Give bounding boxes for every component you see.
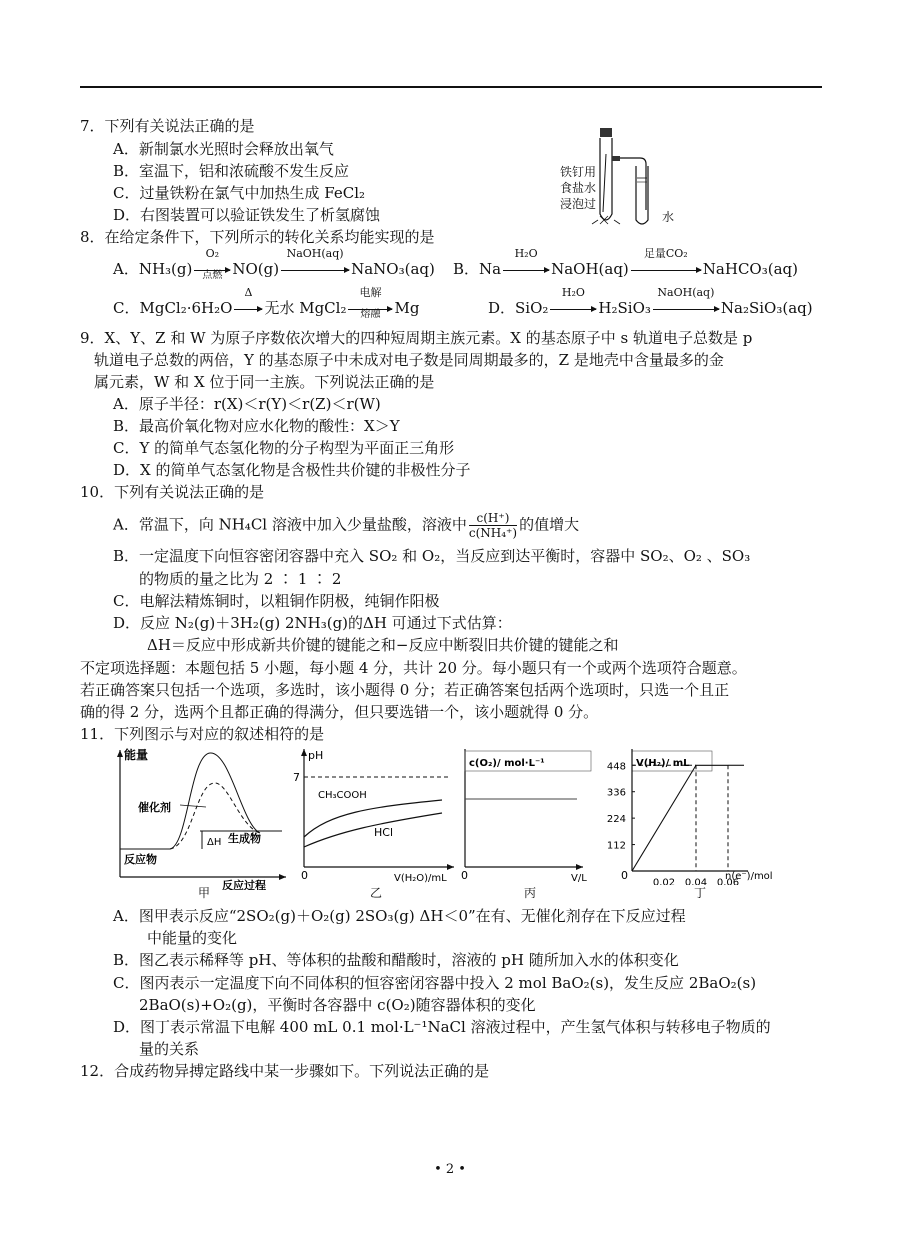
y-tick-label: 224 [606, 814, 626, 826]
q7-fig-label-left: 铁钉用 食盐水 浸泡过 [560, 165, 597, 211]
q9-stem-line2: 轨道电子总数的两倍，Y 的基态原子中未成对电子数是同周期最多的，Z 是地壳中含量最多的金 [94, 351, 724, 369]
q11-stem: 11．下列图示与对应的叙述相符的是 [80, 725, 325, 743]
q7-option-b: B．室温下，铝和浓硫酸不发生反应 [113, 162, 350, 180]
catalyst-pointer [180, 805, 206, 807]
ch3cooh-curve [304, 800, 442, 837]
fig-yi-ph-dilution [290, 745, 460, 885]
q8-stem: 8．在给定条件下，下列所示的转化关系均能实现的是 [80, 228, 435, 246]
fig-ding-xlabel: n(e⁻)/mol [725, 871, 773, 882]
q7-option-c: C．过量铁粉在氯气中加热生成 FeCl₂ [113, 184, 365, 202]
q9-stem-line1: 9．X、Y、Z 和 W 为原子序数依次增大的四种短周期主族元素。X 的基态原子中 s 轨道电子总数是 p [80, 329, 753, 347]
q11-option-c-line1: C．图丙表示一定温度下向不同体积的恒容密闭容器中投入 2 mol BaO₂(s)，发生反应 2BaO₂(s) [113, 974, 757, 992]
fig-bing-ylabel: c(O₂)/ mol·L⁻¹ [469, 758, 545, 769]
fig-ding-caption: 丁 [694, 886, 707, 900]
q11-option-b: B．图乙表示稀释等 pH、等体积的盐酸和醋酸时，溶液的 pH 随所加入水的体积变化 [113, 951, 679, 969]
fig-bing-concentration [455, 745, 605, 885]
q8-option-d: D．SiO₂ H₂O H₂SiO₃ NaOH(aq) Na₂SiO₃(aq) [488, 286, 813, 317]
iron-nail [603, 154, 606, 212]
q11-option-a-line1: A．图甲表示反应“2SO₂(g)＋O₂(g) 2SO₃(g) ΔH＜0”在有、无催化剂存在下反应过程 [113, 907, 686, 925]
q11-option-c-line2: 2BaO(s)+O₂(g)，平衡时各容器中 c(O₂)随容器体积的变化 [139, 996, 536, 1014]
q9-option-a: A．原子半径：r(X)＜r(Y)＜r(Z)＜r(W) [113, 395, 381, 413]
reaction-arrow: O₂ 点燃 [194, 259, 230, 279]
q7-fig-label-right: 水 [662, 210, 675, 224]
fig-yi-acid1: CH₃COOH [318, 790, 367, 801]
q10-option-b-line1: B．一定温度下向恒容密闭容器中充入 SO₂ 和 O₂，当反应到达平衡时，容器中 SO₂、O₂ 、SO₃ [113, 547, 751, 565]
q11-option-d-line2: 量的关系 [139, 1040, 200, 1058]
fig-jia-xlabel: 反应过程 [222, 879, 266, 890]
q8-option-a: A．NH₃(g) O₂ 点燃 NO(g) NaOH(aq) NaNO₃(aq) [113, 247, 435, 281]
concentration-ratio: $\frac{c(H^+)}{\text{c(NH₄⁺)}}$ [468, 511, 518, 540]
q10-stem: 10．下列有关说法正确的是 [80, 483, 265, 501]
fig-jia-reactant: 反应物 [124, 853, 157, 866]
q10-option-d-line1: D．反应 N₂(g)＋3H₂(g) 2NH₃(g)的ΔH 可通过下式估算： [113, 614, 512, 632]
fig-jia-caption: 甲 [198, 886, 211, 900]
fig-yi-caption: 乙 [370, 886, 383, 900]
fig-ding-ylabel: V(H₂)/ mL [636, 758, 690, 769]
page-number: • 2 • [434, 1162, 466, 1177]
fig-jia-energy-diagram [110, 745, 290, 890]
fig-ding-chart [598, 745, 820, 885]
fig-yi-xlabel: V(H₂O)/mL [394, 873, 447, 884]
fig-yi-acid2: HCl [374, 826, 394, 839]
reaction-arrow: NaOH(aq) [653, 298, 719, 318]
x-tick-label: 0.04 [684, 877, 708, 885]
q10-option-a: A．常温下，向 NH₄Cl 溶液中加入少量盐酸，溶液中 $\frac{c(H^+)}{\text{c(NH₄⁺)}}$ 的值增大 [113, 511, 580, 540]
x-tick-label: 0.02 [652, 877, 676, 885]
fig-jia-catalyst: 催化剂 [138, 801, 171, 814]
q7-stem: 7．下列有关说法正确的是 [80, 117, 255, 135]
reaction-arrow: Δ [234, 298, 262, 318]
fig-bing-caption: 丙 [524, 886, 537, 900]
fig-jia-dh: ΔH [207, 837, 222, 848]
fig-yi-tick7: 7 [293, 771, 300, 784]
reaction-arrow: H₂O [550, 298, 596, 318]
reaction-arrow: NaOH(aq) [281, 259, 349, 279]
delivery-tube [620, 158, 646, 210]
stopper [600, 128, 612, 137]
q8-option-c: C．MgCl₂·6H₂O Δ 无水 MgCl₂ 电解 熔融 Mg [113, 286, 420, 320]
y-tick-label: 112 [606, 840, 626, 852]
section-instructions-line2: 若正确答案只包括一个选项，多选时，该小题得 0 分；若正确答案包括两个选项时，只选一个且正 [80, 681, 730, 699]
y-tick-label: 336 [606, 787, 626, 799]
q7-option-d: D．右图装置可以验证铁发生了析氢腐蚀 [113, 206, 381, 224]
q11-option-d-line1: D．图丁表示常温下电解 400 mL 0.1 mol·L⁻¹NaCl 溶液过程中，产生氢气体积与转移电子物质的 [113, 1018, 771, 1036]
section-instructions-line3: 确的得 2 分，选两个且都正确的得满分，但只要选错一个，该小题就得 0 分。 [80, 703, 599, 721]
y-tick-label: 448 [606, 761, 626, 773]
q12-stem: 12．合成药物异搏定路线中某一步骤如下。下列说法正确的是 [80, 1062, 490, 1080]
fig-bing-xlabel: V/L [571, 873, 587, 884]
reaction-arrow: 电解 熔融 [348, 298, 392, 318]
q10-option-c: C．电解法精炼铜时，以粗铜作阴极，纯铜作阳极 [113, 592, 440, 610]
fig-bing-origin: 0 [461, 869, 468, 882]
fig-ding-origin: 0 [621, 869, 628, 882]
q10-option-d-line2: ΔH＝反应中形成新共价键的键能之和−反应中断裂旧共价键的键能之和 [147, 636, 619, 654]
q9-stem-line3: 属元素，W 和 X 位于同一主族。下列说法正确的是 [94, 373, 435, 391]
series-line [632, 765, 728, 871]
section-instructions-line1: 不定项选择题：本题包括 5 小题，每小题 4 分，共计 20 分。每小题只有一个或两个选项符合题意。 [80, 659, 747, 677]
q7-option-a: A．新制氯水光照时会释放出氧气 [113, 140, 334, 158]
q8-option-b: B．Na H₂O NaOH(aq) 足量CO₂ NaHCO₃(aq) [453, 247, 798, 278]
q9-option-d: D．X 的简单气态氢化物是含极性共价键的非极性分子 [113, 461, 471, 479]
header-rule [80, 86, 822, 88]
q9-option-c: C．Y 的简单气态氢化物的分子构型为平面正三角形 [113, 439, 455, 457]
fig-jia-product: 生成物 [228, 832, 261, 845]
hcl-curve [304, 813, 442, 847]
x-tick-label: 0.06 [716, 877, 740, 885]
q11-option-a-line2: 中能量的变化 [147, 929, 238, 947]
reaction-arrow: 足量CO₂ [631, 259, 701, 279]
fig-yi-ylabel: pH [308, 749, 324, 762]
reaction-arrow: H₂O [503, 259, 549, 279]
fig-jia-ylabel: 能量 [124, 748, 149, 762]
q9-option-b: B．最高价氧化物对应水化物的酸性：X＞Y [113, 417, 400, 435]
test-tube-left [600, 138, 612, 220]
fig-yi-origin: 0 [301, 869, 308, 882]
q10-option-b-line2: 的物质的量之比为 2 ∶ 1 ∶ 2 [139, 570, 342, 588]
